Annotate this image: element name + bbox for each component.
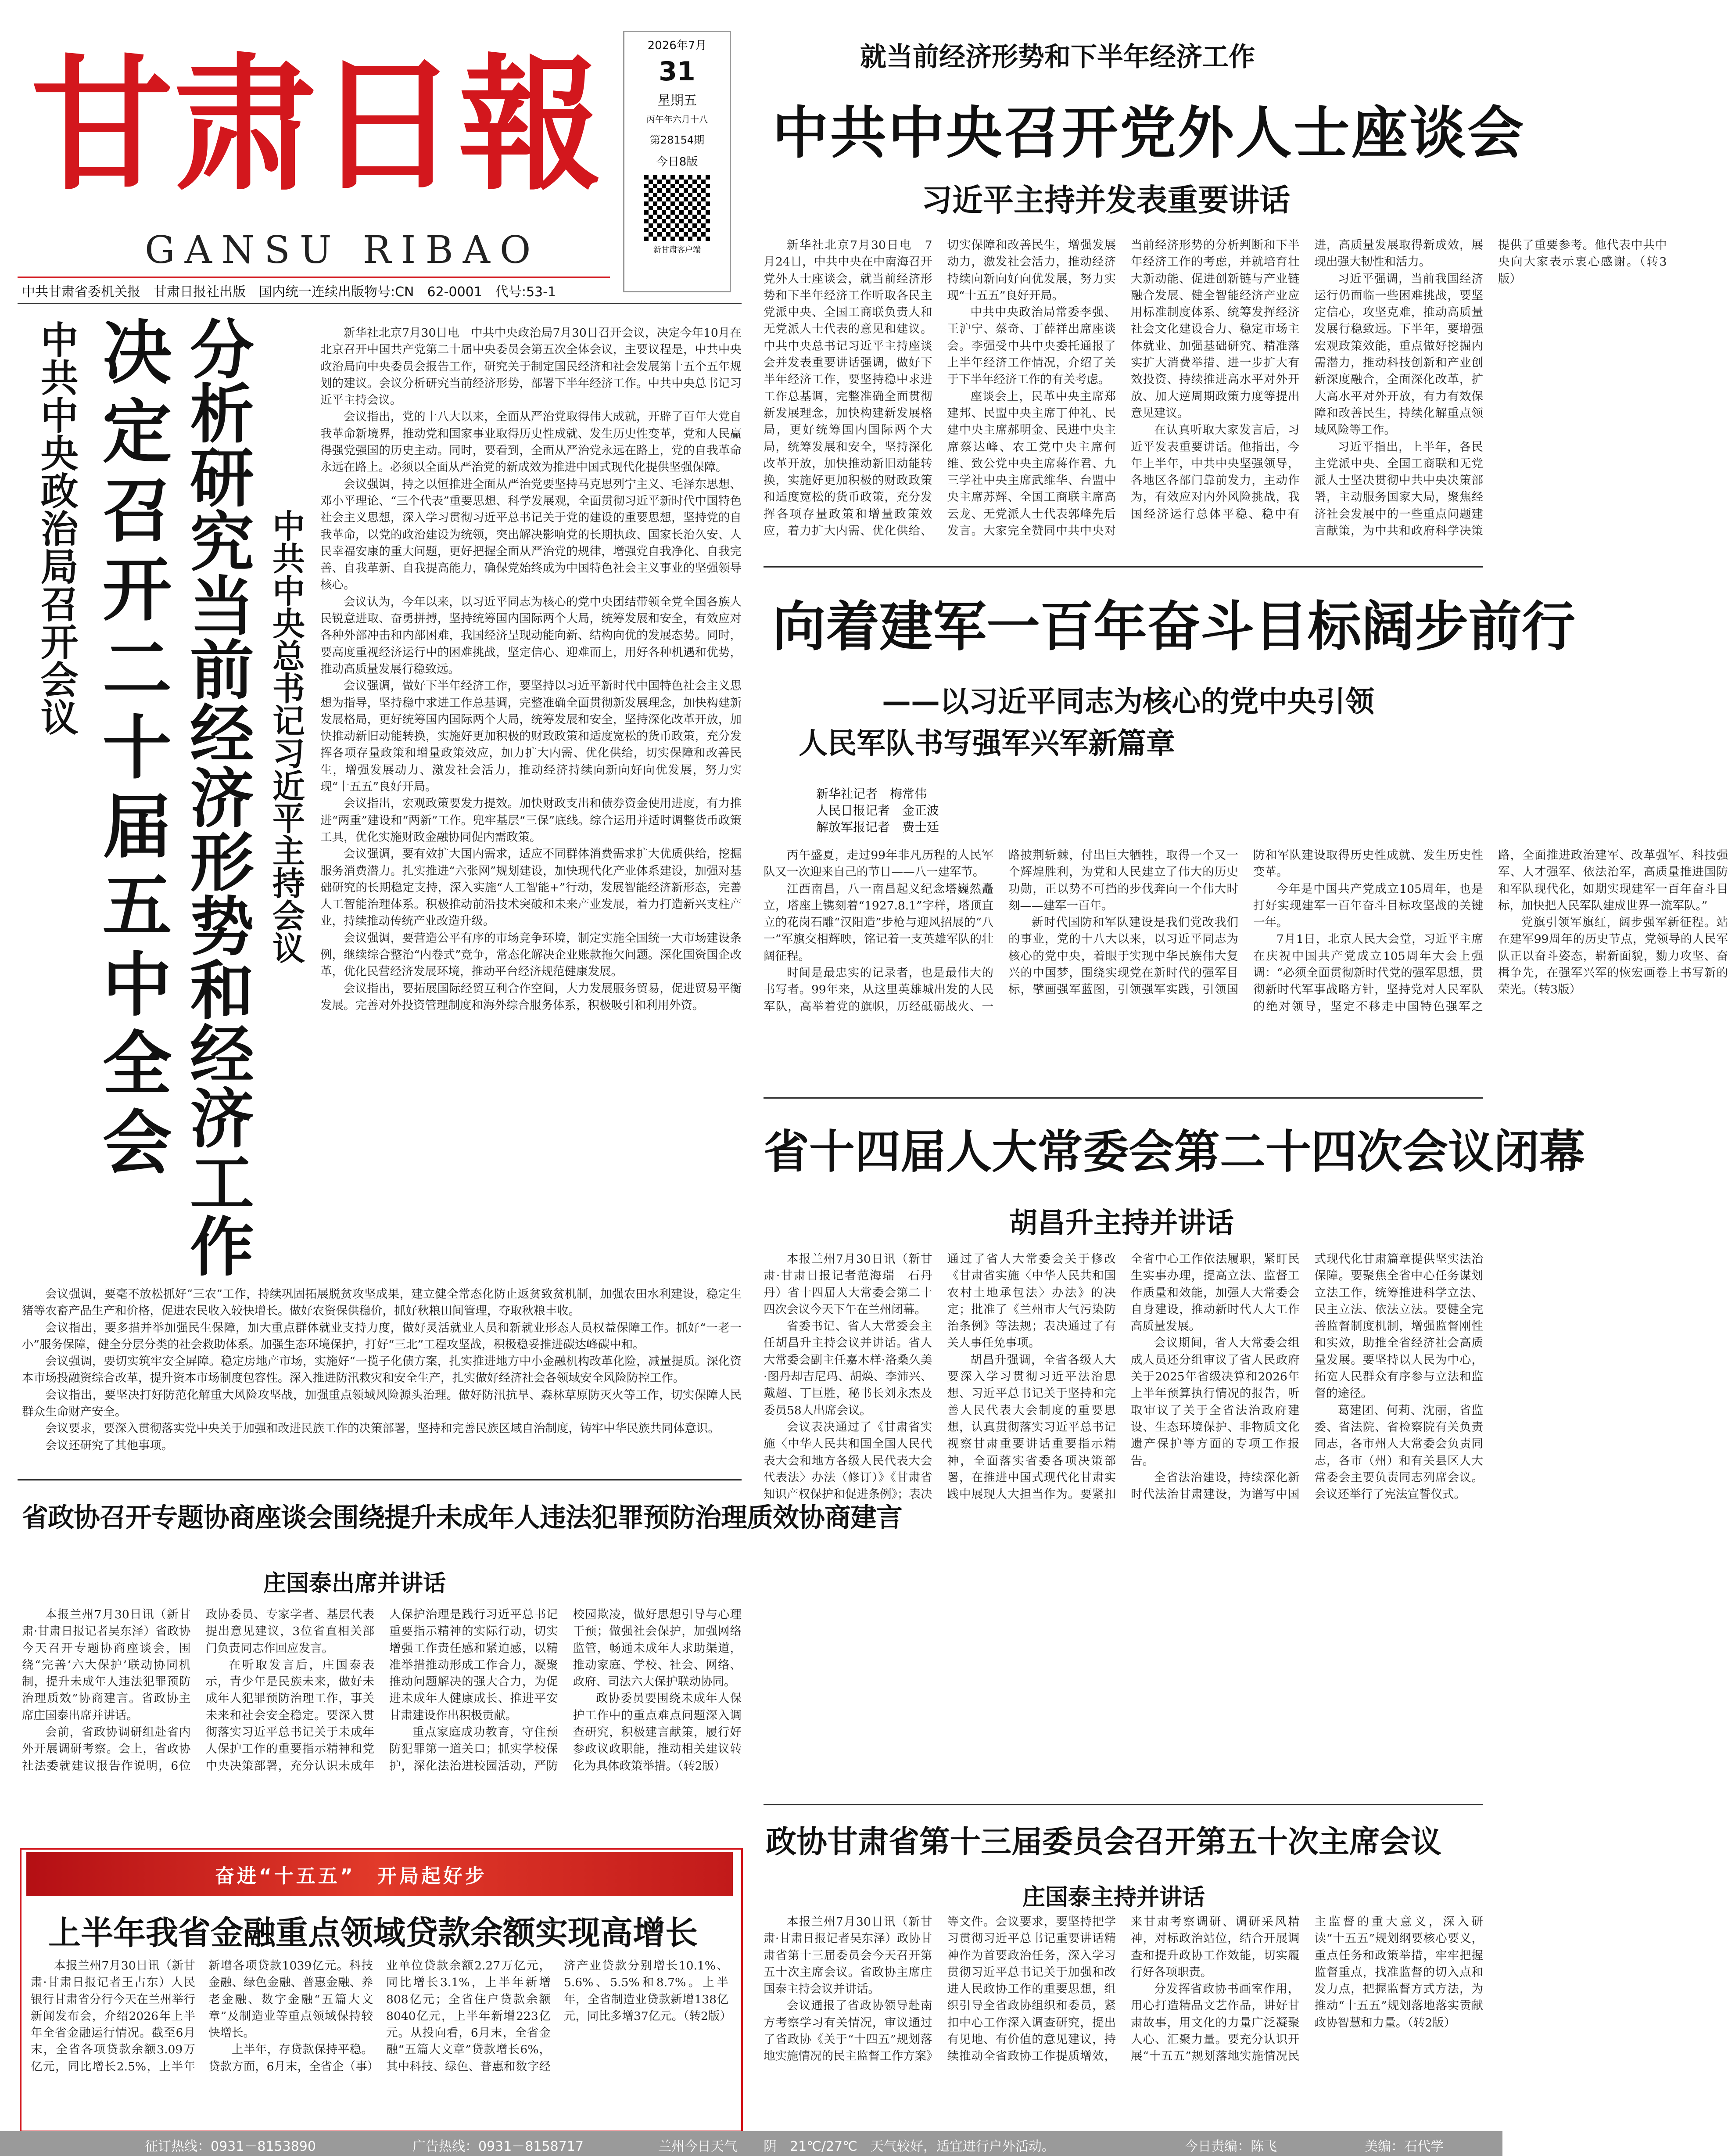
story7-title[interactable]: 政协甘肃省第十三届委员会召开第五十次主席会议 [766, 1824, 1441, 1860]
qr-caption: 新甘肃客户端 [653, 245, 701, 255]
story2-body-upper [320, 325, 742, 1255]
paragraph: 会议强调，要毫不放松抓好“三农”工作，持续巩固拓展脱贫攻坚成果，建立健全常态化防止返贫致贫机制，加强农田水利建设，稳定生猪等农畜产品生产和价格，促进农民收入较快增长。做好农资保供稳价，抓好秋粮田间管理，夺取秋粮丰收。 [22, 1287, 742, 1318]
story3-title[interactable]: 向着建军一百年奋斗目标阔步前行 [772, 596, 1575, 658]
footer-weather: 阴 21℃/27℃ 天气较好，适宜进行户外活动。 [764, 2139, 1055, 2154]
paragraph: 会议指出，要多措并举加强民生保障，加大重点群体就业支持力度，做好灵活就业人员和新就业形态人员权益保障工作。抓好“一老一小”服务保障，健全分层分类的社会救助体系。加强生态环境保护，打好“三北”工程攻坚战，积极稳妥推进碳达峰碳中和。 [22, 1321, 742, 1351]
story3-sub1: ——以习近平同志为核心的党中央引领 [882, 685, 1374, 719]
date-day: 31 [659, 56, 696, 87]
paragraph: 本报兰州7月30日讯（新甘肃·甘肃日报记者吴东泽）省政协今天召开专题协商座谈会，围绕“完善‘六大保护’联动协同机制，提升未成年人违法犯罪预防治理质效”协商建言。省政协主席庄国泰出席并讲话。 [22, 1608, 191, 1722]
paragraph: 省委书记、省人大常委会主任胡昌升主持会议并讲话。省人大常委会副主任嘉木样·洛桑久美·图丹却吉尼玛、胡焕、李沛兴、戴超、丁巨胜，秘书长刘永杰及委员58人出席会议。 [764, 1319, 932, 1417]
paragraph: 党旗引领军旗红，阔步强军新征程。站在建军99周年的历史节点，党领导的人民军队正以奋斗姿态，崭新面貌，勠力攻坚、奋楫争先，在强军兴军的恢宏画卷上书写新的荣光。（转3版） [1498, 916, 1728, 997]
qr-code-icon[interactable] [644, 175, 710, 241]
paragraph: 习近平强调，当前我国经济运行仍面临一些困难挑战，要坚定信心，攻坚克难，推动高质量发展行稳致远。下半年，要增强宏观政策效能，重点做好挖掘内需潜力，推动科技创新和产业创新深度融合，全面深化改革，扩大高水平对外开放，有力有效保障和改善民生，持续化解重点领域风险等工作。 [1314, 272, 1483, 437]
paragraph: 7月1日，北京人民大会堂，习近平主席在庆祝中国共产党成立105周年大会上强调：“必须全面贯彻新时代党的强军思想，贯彻新时代军事战略方针，坚持党对人民军队的绝对领导，坚定不移走中国特色强军之路，全面推进政治建军、改革强军、科技强军、人才强军、依法治军，高质量推进国防和军队现代化，如期实现建军一百年奋斗目标，加快把人民军队建成世界一流军队。” [1253, 848, 1728, 1013]
masthead-rule [18, 277, 610, 278]
paragraph: 葛建团、何莉、沈丽，省监委、省法院、省检察院有关负责同志，各市州人大常委会负责同志，各市（州）和有关县区人大常委会主要负责同志列席会议。会议还举行了宪法宣誓仪式。 [1314, 1403, 1483, 1502]
footer-subscription: 征订热线：0931－8153890 [145, 2139, 316, 2154]
story3-body [764, 847, 1728, 1031]
paragraph: 会议指出，宏观政策要发力提效。加快财政支出和债券资金使用进度，有力推进“两重”建设和“两新”工作。兜牢基层“三保”底线。综合运用并适时调整货币政策工具，优化实施财政金融协同促内需政策。 [320, 797, 742, 844]
paragraph: 会议强调，要营造公平有序的市场竞争环境，制定实施全国统一大市场建设条例，继续综合整治“内卷式”竞争，常态化解决企业账款拖欠问题。深化国资国企改革，优化民营经济发展环境，推动平台经济规范健康发展。 [320, 931, 742, 979]
paragraph: 丙午盛夏，走过99年非凡历程的人民军队又一次迎来自己的节日——八一建军节。 [764, 848, 993, 879]
date-lunar: 丙午年六月十八 [646, 114, 708, 125]
paragraph: 会议期间，省人大常委会组成人员还分组审议了省人民政府关于2025年省级决算和2026年上半年预算执行情况的报告，听取审议了关于全省法治政府建设、生态环境保护、非物质文化遗产保护等方面的专项工作报告。 [1131, 1336, 1300, 1468]
date-weekday: 星期五 [657, 93, 697, 108]
story2-kicker: 中共中央政治局召开会议 [34, 320, 78, 736]
page-count: 今日8版 [656, 155, 698, 169]
divider [764, 1804, 1483, 1805]
story7-body [764, 1914, 1483, 2120]
paragraph: 在听取发言后，庄国泰表示，青少年是民族未来，做好未成年人犯罪预防治理工作，事关未来和社会安全稳定。要深入贯彻落实习近平总书记关于未成年人保护工作的重要指示精神和党中央决策部署，充分认识未成年人保护治理是践行习近平总书记重要指示精神的实际行动，切实增强工作责任感和紧迫感，以精准举措推动形成工作合力，凝聚推动问题解决的强大合力，为促进未成年人健康成长、推进平安甘肃建设作出积极贡献。 [205, 1608, 558, 1773]
date-year-month: 2026年7月 [647, 39, 707, 52]
story7-subtitle: 庄国泰主持并讲话 [1022, 1884, 1205, 1911]
paragraph: 会议强调，要有效扩大国内需求，适应不同群体消费需求扩大优质供给，挖掘服务消费潜力。扎实推进“六张网”规划建设，加快现代化产业体系建设，加强对基础研究的长期稳定支持，深入实施“人工智能+”行动，发展智能经济新形态，完善人工智能治理体系。积极推动前沿技术突破和未来产业发展，着力打造新兴支柱产业，持续推动传统产业改造升级。 [320, 847, 742, 928]
paragraph: 全省法治建设，持续深化新时代法治甘肃建设，为谱写中国式现代化甘肃篇章提供坚实法治保障。要聚焦全省中心任务谋划立法工作，统筹推进科学立法、民主立法、依法立法。要健全完善监督制度机制，增强监督刚性和实效，助推全省经济社会高质量发展。要坚持以人民为中心，拓宽人民群众有序参与立法和监督的途径。 [1131, 1252, 1483, 1502]
story4-subtitle: 胡昌升主持并讲话 [1009, 1207, 1234, 1240]
paragraph: 会议指出，要坚决打好防范化解重大风险攻坚战，加强重点领域风险源头治理。做好防汛抗旱、森林草原防灭火等工作，切实保障人民群众生命财产安全。 [22, 1388, 742, 1419]
paragraph: 中共中央政治局常委李强、王沪宁、蔡奇、丁薛祥出席座谈会。李强受中共中央委托通报了上半年经济工作情况，介绍了关于下半年经济工作的有关考虑。 [947, 305, 1116, 387]
paragraph: 本报兰州7月30日讯（新甘肃·甘肃日报记者吴东泽）政协甘肃省第十三届委员会今天召开第五十次主席会议。省政协主席庄国泰主持会议并讲话。 [764, 1915, 932, 1996]
story5-title[interactable]: 省政协召开专题协商座谈会围绕提升未成年人违法犯罪预防治理质效协商建言 [22, 1502, 902, 1533]
paragraph: 重点家庭成功教育，守住预防犯罪第一道关口；抓实学校保护，深化法治进校园活动，严防校园欺凌，做好思想引导与心理干预；做强社会保护，加强网络监管，畅通未成年人求助渠道，推动家庭、学校、社会、网络、政府、司法六大保护联动协同。 [389, 1608, 742, 1773]
paragraph: 会议指出，党的十八大以来，全面从严治党取得伟大成就，开辟了百年大党自我革命新境界，推动党和国家事业取得历史性成就、发生历史性变革，党和人民赢得强党强国的历史主动。同时，要看到，全面从严治党永远在路上，党的自我革命永远在路上。必须以全面从严治党的新成效为推进中国式现代化提供坚强保障。 [320, 410, 742, 474]
masthead-info: 中共甘肃省委机关报 甘肃日报社出版 国内统一连续出版物号:CN 62-0001 代号:53-1 [22, 284, 556, 300]
paragraph: 新华社北京7月30日电 中共中央政治局7月30日召开会议，决定今年10月在北京召开中国共产党第二十届中央委员会第五次全体会议，主要议程是，中共中央政治局向中央委员会报告工作，研究关于制定国民经济和社会发展第十五个五年规划的建议。会议分析研究当前经济形势，部署下半年经济工作。中共中央总书记习近平主持会议。 [320, 326, 742, 407]
footer-editor: 今日责编：陈飞 [1185, 2139, 1277, 2154]
byline-line: 新华社记者 梅常伟 [816, 787, 927, 801]
logo-text: 甘肃日報 [31, 40, 601, 210]
footer-weather-label: 兰州今日天气 [658, 2139, 737, 2154]
story1-text [764, 237, 1667, 553]
paragraph: 江西南昌，八一南昌起义纪念塔巍然矗立，塔座上镌刻着“1927.8.1”字样，塔顶直立的花岗石雕“汉阳造”步枪与迎风招展的“八一”军旗交相辉映，铭记着一支英雄军队的壮阔征程。 [764, 882, 993, 963]
banner-text: 奋进“十五五” 开局起好步 [215, 1865, 487, 1887]
story4-title[interactable]: 省十四届人大常委会第二十四次会议闭幕 [764, 1125, 1585, 1179]
paragraph: 新华社北京7月30日电 7月24日，中共中央在中南海召开党外人士座谈会，就当前经济形势和下半年经济工作听取各民主党派中央、全国工商联负责人和无党派人士代表的意见和建议。中共中央总书记习近平主持座谈会并发表重要讲话强调，做好下半年经济工作，要坚持稳中求进工作总基调，完整准确全面贯彻新发展理念，加快构建新发展格局，更好统筹国内国际两个大局，统筹发展和安全，坚持深化改革开放，加快推动新旧动能转换，实施好更加积极的财政政策和适度宽松的货币政策，充分发挥各项存量政策和增量政策效应，着力扩大内需、优化供给、切实保障和改善民生，增强发展动力，激发社会活力，推动经济持续向新向好向优发展，努力实现“十五五”良好开局。 [764, 238, 1116, 538]
paragraph: 会议通报了省政协领导赴南方考察学习有关情况，审议通过了省政协《关于“十四五”规划落地实施情况的民主监督工作方案》等文件。会议要求，要坚持把学习贯彻习近平总书记重要讲话精神作为首要政治任务，深入学习贯彻习近平总书记关于加强和改进人民政协工作的重要思想，组织引导全省政协组织和委员，紧扣中心工作深入调查研究，提出有见地、有价值的意见建议，持续推动全省政协工作提质增效，来甘肃考察调研、调研采风精神，对标政治站位，结合开展调查和提升政协工作效能，切实履行好各项职责。 [764, 1915, 1300, 2063]
story2-title-1[interactable]: 决定召开二十届五中全会 [91, 316, 172, 1185]
date-box [623, 31, 731, 292]
story3-sub2: 人民军队书写强军兴军新篇章 [799, 726, 1175, 760]
paragraph: 会议还研究了其他事项。 [45, 1438, 173, 1452]
footer-bar [0, 2131, 1502, 2156]
story1-title[interactable]: 中共中央召开党外人士座谈会 [772, 101, 1526, 166]
paragraph: 时间是最忠实的记录者，也是最伟大的书写者。99年来，从这里英雄城出发的人民军队，高举着党的旗帜，历经砥砺战火、一路披荆斩棘，付出巨大牺牲，取得一个又一个辉煌胜利，为党和人民建立了伟大的历史功勋，正以势不可挡的步伐奔向一个伟大时刻——建军一百年。 [764, 848, 1238, 1013]
paragraph: 会议要求，要深入贯彻落实党中央关于加强和改进民族工作的决策部署，坚持和完善民族区域自治制度，铸牢中华民族共同体意识。 [45, 1422, 720, 1436]
paragraph: 本报兰州7月30日讯（新甘肃·甘肃日报记者王占东）人民银行甘肃省分行今天在兰州举行新闻发布会，介绍2026年上半年全省金融运行情况。截至6月末，全省各项贷款余额3.09万亿元，同比增长2.5%，上半年新增各项贷款1039亿元。科技金融、绿色金融、普惠金融、养老金融、数字金融“五篇大文章”及制造业等重点领域保持较快增长。 [31, 1959, 373, 2073]
masthead-pinyin: GANSU RIBAO [145, 228, 541, 272]
paragraph: 会议强调，做好下半年经济工作，要坚持以习近平新时代中国特色社会主义思想为指导，坚持稳中求进工作总基调，完整准确全面贯彻新发展理念，加快构建新发展格局，更好统筹国内国际两个大局，统筹发展和安全，坚持深化改革开放，加快推动新旧动能转换，实施好更加积极的财政政策和适度宽松的货币政策，充分发挥各项存量政策和增量政策效应，加力扩大内需、优化供给，切实保障和改善民生，增强发展动力、激发社会活力，推动经济持续向新向好向优发展，努力实现“十五五”良好开局。 [320, 679, 742, 794]
story3-byline [816, 786, 939, 836]
paragraph: 在认真听取大家发言后，习近平发表重要讲话。他指出，今年上半年，中共中央坚强领导，各地区各部门靠前发力，主动作为，有效应对内外风险挑战，我国经济运行总体平稳、稳中有进，高质量发展取得新成效，展现出强大韧性和活力。 [1131, 238, 1483, 521]
paragraph: 会前，省政协调研组赴省内外开展调研考察。会上，省政协社法委就建议报告作说明，6位政协委员、专家学者、基层代表提出意见建议，3位省直相关部门负责同志作回应发言。 [22, 1608, 374, 1773]
logo-calligraphy-icon [26, 31, 606, 215]
story6-body [31, 1958, 731, 2124]
paragraph: 座谈会上，民革中央主席郑建邦、民盟中央主席丁仲礼、民建中央主席郝明金、民进中央主席蔡达峰、农工党中央主席何维、致公党中央主席蒋作君、九三学社中央主席武维华、台盟中央主席苏辉、全国工商联主席高云龙、无党派人士代表郭峰先后发言。大家完全赞同中共中央对当前经济形势的分析判断和下半年经济工作的考虑，并就培育壮大新动能、促进创新链与产业链融合发展、健全智能经济产业应用标准制度体系、统筹发挥经济社会文化建设合力、稳定市场主体就业、加强基础研究、精准落实扩大消费举措、进一步扩大有效投资、持续推进高水平对外开放、加大逆周期政策力度等提出意见建议。 [947, 238, 1300, 538]
paragraph: 会议认为，今年以来，以习近平同志为核心的党中央团结带领全党全国各族人民锐意进取、奋勇拼搏，坚持统筹国内国际两个大局，统筹发展和安全，有效应对各种外部冲击和内部困难，我国经济呈现动能向新、结构向优的发展态势。同时，要高度重视经济运行中的困难挑战，坚定信心、迎难而上，用好各种机遇和优势，推动高质量发展行稳致远。 [320, 595, 742, 676]
paragraph: 会议表决通过了《甘肃省实施〈中华人民共和国全国人民代表大会和地方各级人民代表大会代表法〉办法（修订）》《甘肃省知识产权保护和促进条例》；表决通过了省人大常委会关于修改《甘肃省实施〈中华人民共和国农村土地承包法〉办法》的决定；批准了《兰州市大气污染防治条例》等法规；表决通过了有关人事任免事项。 [764, 1252, 1116, 1502]
paragraph: 胡昌升强调，全省各级人大要深入学习贯彻习近平法治思想、习近平总书记关于坚持和完善人民代表大会制度的重要思想，认真贯彻落实习近平总书记视察甘肃重要讲话重要指示精神，全面落实省委各项决策部署，在推进中国式现代化甘肃实践中展现人大担当作为。要紧扣全省中心工作依法履职，紧盯民生实事办理，提高立法、监督工作质量和效能，加强人大常委会自身建设，推动新时代人大工作高质量发展。 [947, 1252, 1300, 1502]
newspaper-logo [26, 31, 606, 215]
paragraph: 政协委员要围绕未成年人保护工作中的重点难点问题深入调查研究，积极建言献策，履行好参政议政职能，推动相关建议转化为具体政策举措。（转2版） [573, 1692, 742, 1773]
story2-body-lower [22, 1286, 742, 1470]
paragraph: 会议强调，持之以恒推进全面从严治党要坚持马克思列宁主义、毛泽东思想、邓小平理论、“三个代表”重要思想、科学发展观，全面贯彻习近平新时代中国特色社会主义思想，深入学习贯彻习近平总书记关于党的建设的重要思想，坚持党的自我革命，以党的政治建设为统领，突出解决影响党的长期执政、国家长治久安、人民幸福安康的重大问题，更好把握全面从严治党的规律，增强党自我净化、自我完善、自我革新、自我提高能力，确保党始终成为中国特色社会主义事业的坚强领导核心。 [320, 477, 742, 592]
story1-pretitle: 就当前经济形势和下半年经济工作 [860, 42, 1255, 72]
paragraph: 分发挥省政协书画室作用，用心打造精品文艺作品，讲好甘肃故事，用文化的力量广泛凝聚人心、汇聚力量。要充分认识开展“十五五”规划落地实施情况民主监督的重大意义，深入研读“十五五”规划纲要核心要义，重点任务和政策举措，牢牢把握监督重点，找准监督的切入点和发力点，把握监督方式方法，为推动“十五五”规划落地落实贡献政协智慧和力量。（转2版） [1131, 1915, 1483, 2063]
paragraph: 会议强调，要切实筑牢安全屏障。稳定房地产市场，实施好“一揽子化债方案，扎实推进地方中小金融机构改革化险，减量提质。深化资本市场投融资综合改革，提升资本市场制度包容性。深入推进防汛救灾和安全生产，扎实做好经济社会各领域安全风险防控工作。 [22, 1355, 742, 1385]
campaign-banner [26, 1852, 733, 1896]
divider [18, 1479, 742, 1480]
story6-title[interactable]: 上半年我省金融重点领域贷款余额实现高增长 [48, 1914, 698, 1952]
story2-title-2[interactable]: 分析研究当前经济形势和经济工作 [179, 316, 254, 1277]
divider [764, 566, 1483, 568]
story1-subtitle: 习近平主持并发表重要讲话 [921, 182, 1290, 218]
paragraph: 习近平指出，上半年，各民主党派中央、全国工商联和无党派人士坚决贯彻中共中央决策部署，主动服务国家大局，聚焦经济社会发展中的一些重点问题建言献策，为中共和政府科学决策提供了重要参考。他代表中共中央向大家表示衷心感谢。（转3版） [1314, 238, 1667, 538]
story1-body [764, 237, 1667, 553]
divider [18, 303, 742, 304]
paragraph: 上半年，存贷款保持平稳。贷款方面，6月末，全省企（事）业单位贷款余额2.27万亿元，同比增长3.1%，上半年新增808亿元；全省住户贷款余额8040亿元，上半年新增223亿元。从投向看，6月末，全省金融“五篇大文章”贷款增长6%，其中科技、绿色、普惠和数字经济产业贷款分别增长10.1%、5.6%、5.5%和8.7%。上半年，全省制造业贷款新增138亿元，同比多增37亿元。（转2版） [208, 1959, 731, 2073]
footer-ad: 广告热线：0931－8158717 [412, 2139, 584, 2154]
divider [764, 1097, 1483, 1099]
paragraph: 今年是中国共产党成立105周年，也是打好实现建军一百年奋斗目标攻坚战的关键一年。 [1253, 882, 1483, 930]
story5-subtitle: 庄国泰出席并讲话 [263, 1570, 446, 1597]
issue-number: 第28154期 [649, 134, 705, 146]
byline-line: 人民日报记者 金正波 [816, 803, 939, 818]
paragraph: 本报兰州7月30日讯（新甘肃·甘肃日报记者范海瑞 石丹丹）省十四届人大常委会第二十四次会议今天下午在兰州闭幕。 [764, 1252, 932, 1316]
footer-designer: 美编：石代学 [1365, 2139, 1444, 2154]
paragraph: 新时代国防和军队建设是我们党改我们的事业，党的十八大以来，以习近平同志为核心的党中央，着眼于实现中华民族伟大复兴的中国梦，围绕实现党在新时代的强军目标，擘画强军蓝图，引领强军实践，引领国防和军队建设取得历史性成就、发生历史性变革。 [1008, 848, 1483, 997]
byline-line: 解放军报记者 费士廷 [816, 820, 939, 834]
story5-body [22, 1606, 742, 1835]
story2-subtitle: 中共中央总书记习近平主持会议 [267, 509, 305, 964]
paragraph: 会议指出，要拓展国际经贸互利合作空间，大力发展服务贸易，促进贸易平衡发展。完善对外投资管理制度和海外综合服务体系，积极吸引和利用外资。 [320, 981, 742, 1012]
